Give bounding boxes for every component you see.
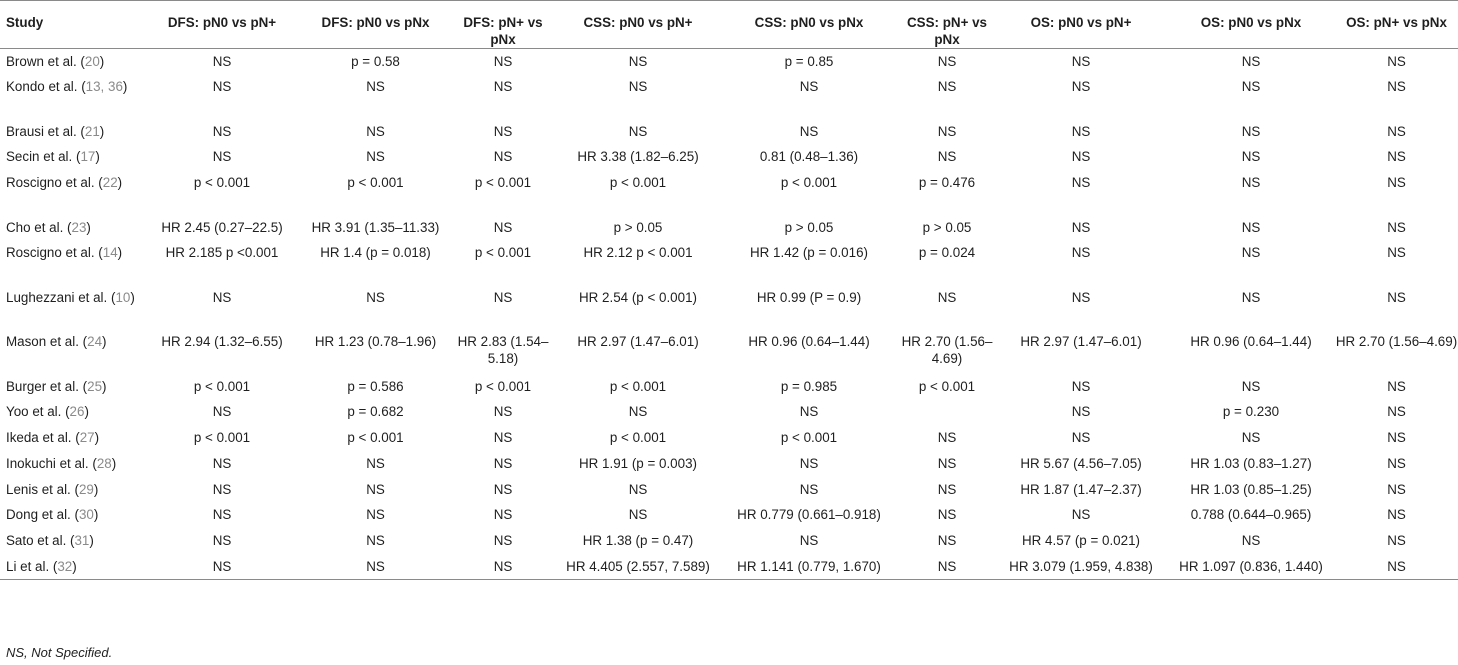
table-row: [0, 554, 1458, 580]
study-name: Kondo et al. (: [6, 79, 86, 95]
value-cell: NS: [449, 554, 557, 580]
study-name: Inokuchi et al. (: [6, 455, 97, 471]
value-cell: NS: [1241, 79, 1261, 95]
study-close-paren: ): [99, 54, 105, 69]
study-cell: [0, 477, 142, 503]
value-cell: NS: [937, 79, 957, 95]
value-cell: HR 2.185 p <0.001: [165, 245, 279, 261]
study-name: Roscigno et al. (: [6, 175, 103, 191]
study-close-paren: ): [95, 149, 100, 165]
value-cell: HR 2.54 (p < 0.001): [579, 289, 697, 305]
value-cell: NS: [628, 123, 648, 139]
value-cell: NS: [799, 123, 819, 139]
value-cell: NS: [212, 54, 232, 69]
column-header: CSS: pN0 vs pN+: [557, 1, 719, 49]
value-cell: p < 0.001: [918, 378, 976, 394]
value-cell: p = 0.476: [918, 175, 976, 191]
column-header: DFS: pN0 vs pN+: [142, 1, 302, 49]
value-cell: HR 4.405 (2.557, 7.589): [557, 554, 719, 580]
value-cell: NS: [1387, 481, 1406, 497]
table-row: [0, 215, 1458, 241]
value-cell: NS: [1071, 245, 1091, 261]
value-cell: NS: [1387, 507, 1406, 523]
value-cell: p = 0.682: [347, 404, 404, 420]
reference-link[interactable]: 27: [79, 430, 95, 446]
study-name: Roscigno et al. (: [6, 245, 103, 261]
value-cell: NS: [366, 149, 385, 165]
value-cell: p = 0.58: [351, 54, 400, 69]
value-cell: NS: [212, 481, 232, 497]
value-cell: NS: [493, 79, 513, 95]
value-cell: NS: [937, 430, 957, 446]
study-close-paren: ): [130, 289, 135, 305]
value-cell: NS: [1241, 54, 1261, 69]
value-cell: NS: [1387, 378, 1406, 394]
value-cell: NS: [937, 149, 957, 165]
value-cell: NS: [212, 404, 232, 420]
value-cell: NS: [1241, 289, 1261, 305]
value-cell: NS: [628, 54, 648, 69]
table-row: [0, 74, 1458, 119]
value-cell: NS: [1071, 378, 1091, 394]
value-cell: NS: [1335, 554, 1458, 580]
reference-link[interactable]: 13, 36: [85, 79, 123, 95]
value-cell: NS: [1387, 175, 1406, 191]
reference-link[interactable]: 32: [57, 558, 73, 574]
study-name: Li et al. (: [6, 558, 58, 574]
value-cell: NS: [937, 54, 957, 69]
value-cell: NS: [366, 123, 385, 139]
value-cell: NS: [1387, 404, 1406, 420]
study-name: Mason et al. (: [6, 334, 88, 350]
value-cell: NS: [493, 532, 513, 548]
study-cell: [0, 528, 142, 554]
value-cell: HR 2.83 (1.54–5.18): [457, 334, 549, 367]
table-row: [0, 144, 1458, 170]
value-cell: HR 3.91 (1.35–11.33): [311, 219, 440, 235]
study-cell: [0, 451, 142, 477]
study-close-paren: ): [111, 455, 117, 471]
value-cell: NS: [212, 79, 232, 95]
reference-link[interactable]: 28: [96, 455, 112, 471]
value-cell: NS: [1387, 79, 1406, 95]
value-cell: NS: [937, 123, 957, 139]
study-close-paren: ): [93, 481, 99, 497]
value-cell: HR 2.94 (1.32–6.55): [161, 334, 283, 350]
value-cell: NS: [1387, 430, 1406, 446]
value-cell: HR 0.96 (0.64–1.44): [1190, 334, 1312, 350]
value-cell: HR 1.42 (p = 0.016): [750, 245, 868, 261]
value-cell: HR 1.097 (0.836, 1.440): [1167, 554, 1335, 580]
value-cell: NS: [1387, 149, 1406, 165]
study-close-paren: ): [102, 378, 107, 394]
value-cell: NS: [799, 532, 819, 548]
value-cell: NS: [366, 481, 385, 497]
column-header: DFS: pN+ vs pNx: [449, 1, 557, 49]
value-cell: 0.81 (0.48–1.36): [759, 149, 859, 165]
column-header: OS: pN0 vs pN+: [995, 1, 1167, 49]
value-cell: NS: [1241, 430, 1261, 446]
value-cell: NS: [493, 289, 513, 305]
value-cell: NS: [493, 123, 513, 139]
study-name: Lughezzani et al. (: [6, 289, 116, 305]
study-name: Secin et al. (: [6, 149, 81, 165]
value-cell: HR 3.38 (1.82–6.25): [577, 149, 699, 165]
value-cell: NS: [1387, 289, 1406, 305]
value-cell: NS: [1241, 219, 1261, 235]
value-cell: NS: [493, 54, 513, 69]
value-cell: HR 2.12 p < 0.001: [583, 245, 693, 261]
value-cell: 0.788 (0.644–0.965): [1190, 507, 1312, 523]
reference-link[interactable]: 29: [78, 481, 94, 497]
header-study: Study: [0, 1, 142, 49]
study-close-paren: ): [99, 123, 105, 139]
table-row: [0, 451, 1458, 477]
value-cell: NS: [1071, 149, 1091, 165]
table-row: [0, 119, 1458, 145]
value-cell: NS: [1071, 404, 1091, 420]
value-cell: NS: [212, 455, 232, 471]
study-close-paren: ): [93, 507, 99, 523]
value-cell: NS: [212, 507, 232, 523]
study-cell: [0, 374, 142, 400]
column-header: OS: pN0 vs pNx: [1167, 1, 1335, 49]
header-row: [0, 1, 1458, 49]
value-cell: NS: [1071, 54, 1091, 69]
value-cell: NS: [493, 430, 513, 446]
value-cell: p < 0.001: [474, 378, 532, 394]
value-cell: HR 5.67 (4.56–7.05): [1020, 455, 1142, 471]
value-cell: NS: [1387, 455, 1406, 471]
value-cell: p = 0.024: [918, 245, 976, 261]
study-name: Ikeda et al. (: [6, 430, 80, 446]
value-cell: p < 0.001: [609, 175, 667, 191]
table-row: [0, 240, 1458, 285]
reference-link[interactable]: 21: [84, 123, 100, 139]
study-cell: [0, 215, 142, 241]
column-header: OS: pN+ vs pNx: [1335, 1, 1458, 49]
value-cell: NS: [1241, 378, 1261, 394]
value-cell: HR 1.03 (0.83–1.27): [1190, 455, 1312, 471]
value-cell: HR 2.70 (1.56–4.69): [1335, 334, 1458, 350]
value-cell: NS: [1387, 532, 1406, 548]
value-cell: HR 2.45 (0.27–22.5): [161, 219, 283, 235]
table-row: [0, 49, 1458, 75]
study-close-paren: ): [102, 334, 107, 350]
value-cell: HR 1.141 (0.779, 1.670): [719, 554, 899, 580]
value-cell: p < 0.001: [193, 175, 251, 191]
value-cell: p < 0.001: [347, 430, 404, 446]
study-cell: [0, 399, 142, 425]
value-cell: HR 0.779 (0.661–0.918): [737, 507, 881, 523]
value-cell: p < 0.001: [193, 378, 251, 394]
study-close-paren: ): [117, 245, 123, 261]
study-close-paren: ): [86, 219, 91, 235]
value-cell: NS: [366, 507, 385, 523]
value-cell: p < 0.001: [474, 245, 532, 261]
study-name: Yoo et al. (: [6, 404, 70, 420]
table-row: [0, 425, 1458, 451]
value-cell: HR 1.4 (p = 0.018): [320, 245, 431, 261]
study-name: Lenis et al. (: [6, 481, 79, 497]
study-cell: [0, 554, 142, 580]
reference-link[interactable]: 22: [102, 175, 118, 191]
value-cell: NS: [799, 455, 819, 471]
value-cell: NS: [628, 79, 648, 95]
value-cell: NS: [937, 455, 957, 471]
value-cell: NS: [1241, 123, 1261, 139]
value-cell: p = 0.586: [347, 378, 404, 394]
study-name: Dong et al. (: [6, 507, 79, 523]
study-cell: [0, 329, 142, 374]
value-cell: NS: [1387, 245, 1406, 261]
study-cell: [0, 240, 142, 285]
study-cell: [0, 74, 142, 119]
study-name: Cho et al. (: [6, 219, 72, 235]
value-cell: NS: [1241, 532, 1261, 548]
value-cell: p < 0.001: [347, 175, 404, 191]
value-cell: p > 0.05: [784, 219, 834, 235]
value-cell: p < 0.001: [609, 430, 667, 446]
value-cell: NS: [493, 455, 513, 471]
value-cell: HR 1.03 (0.85–1.25): [1190, 481, 1312, 497]
study-cell: [0, 119, 142, 145]
value-cell: NS: [1071, 219, 1091, 235]
column-header: DFS: pN0 vs pNx: [302, 1, 449, 49]
value-cell: NS: [937, 532, 957, 548]
value-cell: [899, 399, 995, 425]
value-cell: HR 2.70 (1.56–4.69): [901, 334, 993, 367]
reference-link[interactable]: 23: [71, 219, 87, 235]
reference-link[interactable]: 26: [69, 404, 85, 420]
table-row: [0, 374, 1458, 400]
value-cell: NS: [1241, 175, 1261, 191]
reference-link[interactable]: 20: [84, 54, 100, 69]
value-cell: NS: [628, 481, 648, 497]
value-cell: HR 1.91 (p = 0.003): [579, 455, 697, 471]
value-cell: NS: [142, 554, 302, 580]
study-name: Brown et al. (: [6, 54, 85, 69]
value-cell: p < 0.001: [780, 430, 838, 446]
study-cell: [0, 425, 142, 451]
value-cell: NS: [799, 481, 819, 497]
value-cell: NS: [493, 404, 513, 420]
value-cell: NS: [493, 507, 513, 523]
value-cell: p = 0.230: [1222, 404, 1280, 420]
reference-link[interactable]: 14: [102, 245, 118, 261]
value-cell: p > 0.05: [613, 219, 663, 235]
column-header: CSS: pN0 vs pNx: [719, 1, 899, 49]
value-cell: HR 3.079 (1.959, 4.838): [995, 554, 1167, 580]
reference-link[interactable]: 30: [78, 507, 94, 523]
value-cell: HR 0.99 (P = 0.9): [756, 289, 862, 305]
value-cell: NS: [937, 507, 957, 523]
value-cell: p < 0.001: [609, 378, 667, 394]
study-close-paren: ): [94, 430, 100, 446]
value-cell: NS: [1387, 123, 1406, 139]
value-cell: NS: [1387, 219, 1406, 235]
table-row: [0, 528, 1458, 554]
study-cell: [0, 170, 142, 215]
value-cell: NS: [799, 79, 819, 95]
value-cell: HR 1.38 (p = 0.47): [582, 532, 694, 548]
value-cell: NS: [212, 532, 232, 548]
value-cell: NS: [366, 455, 385, 471]
value-cell: HR 4.57 (p = 0.021): [1022, 532, 1140, 548]
table-row: [0, 170, 1458, 215]
table-body: [0, 49, 1458, 580]
value-cell: NS: [212, 149, 232, 165]
value-cell: NS: [212, 289, 232, 305]
study-cell: [0, 49, 142, 75]
table-row: [0, 399, 1458, 425]
value-cell: NS: [937, 481, 957, 497]
value-cell: NS: [366, 79, 385, 95]
study-name: Sato et al. (: [6, 532, 75, 548]
study-close-paren: ): [89, 532, 94, 548]
value-cell: NS: [366, 289, 385, 305]
value-cell: NS: [1071, 289, 1091, 305]
value-cell: p > 0.05: [922, 219, 972, 235]
value-cell: NS: [1387, 54, 1406, 69]
value-cell: NS: [1241, 149, 1261, 165]
value-cell: p < 0.001: [780, 175, 838, 191]
reference-link[interactable]: 17: [80, 149, 96, 165]
column-header: CSS: pN+ vs pNx: [899, 1, 995, 49]
table-row: [0, 502, 1458, 528]
value-cell: NS: [1071, 79, 1091, 95]
study-close-paren: ): [72, 558, 77, 574]
study-name: Brausi et al. (: [6, 123, 85, 139]
value-cell: NS: [1071, 430, 1091, 446]
value-cell: NS: [937, 289, 957, 305]
value-cell: HR 1.23 (0.78–1.96): [314, 334, 437, 350]
value-cell: NS: [628, 404, 648, 420]
reference-link[interactable]: 24: [87, 334, 103, 350]
study-close-paren: ): [122, 79, 128, 95]
study-cell: [0, 144, 142, 170]
value-cell: HR 1.87 (1.47–2.37): [1020, 481, 1142, 497]
value-cell: NS: [1071, 123, 1091, 139]
reference-link[interactable]: 31: [74, 532, 90, 548]
value-cell: NS: [493, 149, 513, 165]
value-cell: NS: [1071, 507, 1091, 523]
table-row: [0, 329, 1458, 374]
value-cell: NS: [212, 123, 232, 139]
value-cell: NS: [302, 554, 449, 580]
table-row: [0, 285, 1458, 330]
value-cell: HR 0.96 (0.64–1.44): [748, 334, 870, 350]
study-name: Burger et al. (: [6, 378, 88, 394]
value-cell: NS: [366, 532, 385, 548]
value-cell: p < 0.001: [474, 175, 532, 191]
value-cell: NS: [628, 507, 648, 523]
value-cell: p < 0.001: [193, 430, 251, 446]
table-footnote: NS, Not Specified.: [6, 645, 113, 660]
table-row: [0, 477, 1458, 503]
study-close-paren: ): [117, 175, 123, 191]
value-cell: NS: [493, 481, 513, 497]
value-cell: NS: [799, 404, 819, 420]
study-cell: [0, 285, 142, 330]
reference-link[interactable]: 10: [115, 289, 131, 305]
value-cell: p = 0.985: [780, 378, 838, 394]
value-cell: NS: [899, 554, 995, 580]
value-cell: NS: [493, 219, 513, 235]
study-cell: [0, 502, 142, 528]
study-close-paren: ): [84, 404, 89, 420]
value-cell: NS: [1241, 245, 1261, 261]
value-cell: HR 2.97 (1.47–6.01): [577, 334, 699, 350]
value-cell: p = 0.85: [784, 54, 834, 69]
value-cell: NS: [1071, 175, 1091, 191]
reference-link[interactable]: 25: [87, 378, 103, 394]
value-cell: HR 2.97 (1.47–6.01): [1020, 334, 1142, 350]
